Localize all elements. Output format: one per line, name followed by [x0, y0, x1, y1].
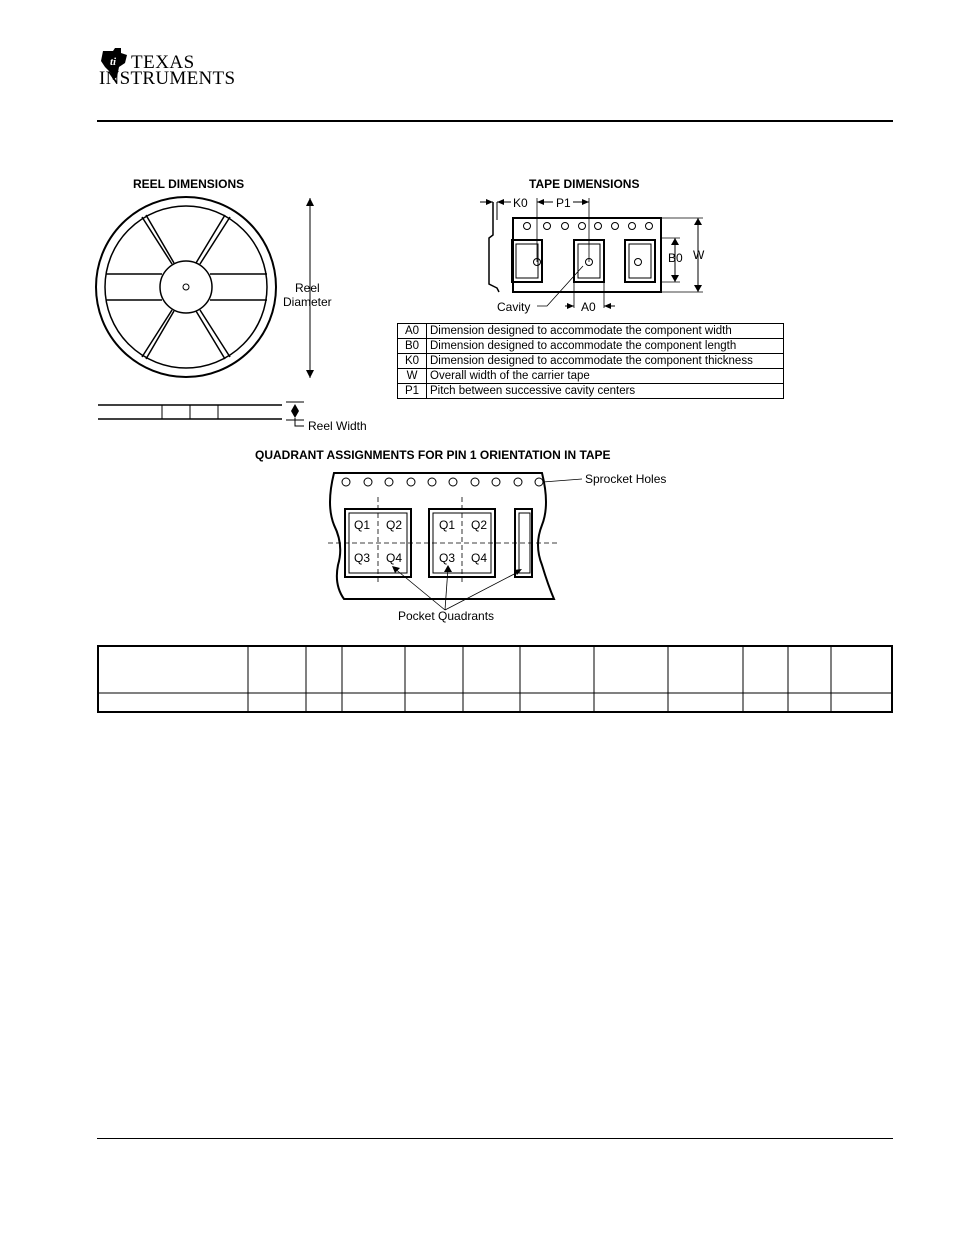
- legend-row: [398, 324, 784, 339]
- sprocket-holes-label: Sprocket Holes: [585, 472, 667, 486]
- pocket1-q2: Q2: [386, 518, 403, 532]
- legend-key: B0: [398, 339, 427, 354]
- quadrant-title: QUADRANT ASSIGNMENTS FOR PIN 1 ORIENTATION IN TAPE: [255, 448, 611, 462]
- legend-key: P1: [398, 384, 427, 399]
- pocket-quadrants-label: Pocket Quadrants: [398, 609, 495, 623]
- svg-text:ti: ti: [110, 56, 117, 68]
- tape-dimensions-title: TAPE DIMENSIONS: [529, 177, 640, 191]
- logo-text-texas: TEXAS: [131, 52, 195, 73]
- pocket1-q4: Q4: [386, 551, 403, 565]
- pocket2-q4: Q4: [471, 551, 488, 565]
- device-table-grid: [99, 647, 891, 711]
- legend-desc: Dimension designed to accommodate the component thickness: [427, 354, 784, 369]
- legend-row: [398, 339, 784, 354]
- legend-desc: Overall width of the carrier tape: [427, 369, 784, 384]
- reel-dimensions-title: REEL DIMENSIONS: [133, 177, 245, 191]
- legend-key: A0: [398, 324, 427, 339]
- pocket1-q3: Q3: [354, 551, 371, 565]
- legend-desc: Dimension designed to accommodate the component length: [427, 339, 784, 354]
- legend-row: [398, 384, 784, 399]
- reel-diagram: [90, 190, 390, 435]
- tape-p1-label: P1: [556, 196, 571, 210]
- tape-b0-label: B0: [668, 251, 683, 265]
- footer-rule: [97, 1138, 893, 1139]
- pocket2-q3: Q3: [439, 551, 456, 565]
- tape-cavity-label: Cavity: [497, 300, 531, 314]
- legend-row: [398, 369, 784, 384]
- legend-row: [398, 354, 784, 369]
- reel-diameter-label-1: Reel: [295, 281, 320, 295]
- tape-w-label: W: [693, 248, 705, 262]
- tape-dimension-legend: [397, 323, 784, 399]
- pocket2-q1: Q1: [439, 518, 456, 532]
- quadrant-diagram: [320, 465, 700, 630]
- legend-key: W: [398, 369, 427, 384]
- tape-k0-label: K0: [513, 196, 528, 210]
- pocket2-q2: Q2: [471, 518, 488, 532]
- reel-width-label: Reel Width: [308, 419, 367, 433]
- pocket1-q1: Q1: [354, 518, 371, 532]
- tape-a0-label: A0: [581, 300, 596, 314]
- header-rule: [97, 120, 893, 122]
- legend-desc: Pitch between successive cavity centers: [427, 384, 784, 399]
- legend-desc: Dimension designed to accommodate the component width: [427, 324, 784, 339]
- device-table: [97, 645, 893, 713]
- logo-text-instruments: INSTRUMENTS: [99, 68, 236, 89]
- legend-key: K0: [398, 354, 427, 369]
- reel-diameter-label-2: Diameter: [283, 295, 332, 309]
